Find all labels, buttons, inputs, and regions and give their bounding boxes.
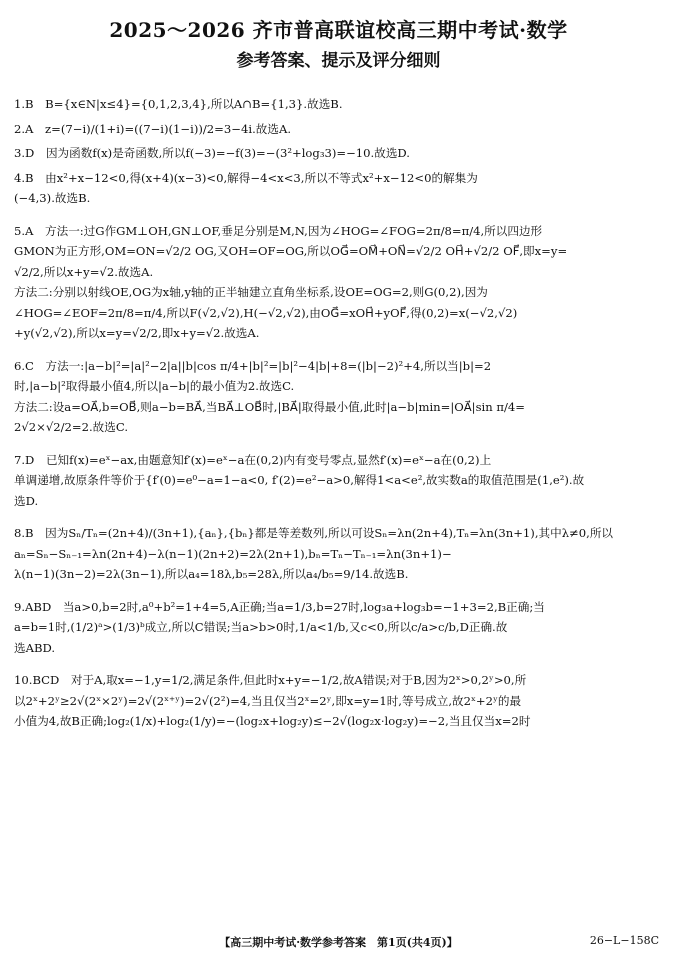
- answer-line: λ(n−1)(3n−2)=2λ(3n−1),所以a₄=18λ,b₅=28λ,所以a₄/b₅=9/14.故选B.: [14, 567, 409, 581]
- answer-line: 3.D 因为函数f(x)是奇函数,所以f(−3)=−f(3)=−(3²+log₃3)=−10.故选D.: [14, 146, 410, 160]
- answer-line: 以2ˣ+2ʸ≥2√(2ˣ×2ʸ)=2√(2ˣ⁺ʸ)=2√(2²)=4,当且仅当2ˣ=2ʸ,即x=y=1时,等号成立,故2ˣ+2ʸ的最: [14, 693, 522, 708]
- answer-item: [14, 143, 664, 164]
- answer-line: 7.D 已知f(x)=eˣ−ax,由题意知f′(x)=eˣ−a在(0,2)内有变号零点,显然f′(x)=eˣ−a在(0,2)上: [14, 452, 492, 467]
- page-title: 2025～2026 齐市普高联谊校高三期中考试·数学: [109, 18, 568, 42]
- answer-line: 1.B B={x∈N|x≤4}={0,1,2,3,4},所以A∩B={1,3}.故选B.: [14, 97, 343, 111]
- answer-item: [14, 670, 664, 732]
- answer-line: +y(√2,√2),所以x=y=√2/2,即x+y=√2.故选A.: [14, 326, 260, 340]
- answer-line: 方法二:设a=OA⃗,b=OB⃗,则a−b=BA⃗,当BA⃗⊥OB⃗时,|BA⃗|取得最小值,此时|a−b|min=|OA⃗|sin π/4=: [14, 399, 526, 414]
- answer-list: [14, 94, 664, 736]
- answer-line: ∠HOG=∠EOF=2π/8=π/4,所以F(√2,√2),H(−√2,√2),由OG⃗=xOH⃗+yOF⃗,得(0,2)=x(−√2,√2): [14, 305, 518, 320]
- answer-item: [14, 119, 664, 140]
- answer-line: GMON为正方形,OM=ON=√2/2 OG,又OH=OF=OG,所以OG⃗=OM⃗+ON⃗=√2/2 OH⃗+√2/2 OF⃗,即x=y=: [14, 244, 568, 258]
- answer-line: 4.B 由x²+x−12<0,得(x+4)(x−3)<0,解得−4<x<3,所以不等式x²+x−12<0的解集为: [14, 170, 478, 185]
- answer-line: √2/2,所以x+y=√2.故选A.: [14, 264, 154, 279]
- answer-item: [14, 221, 664, 344]
- answer-line: 方法二:分别以射线OE,OG为x轴,y轴的正半轴建立直角坐标系,设OE=OG=2,则G(0,2),因为: [14, 285, 488, 299]
- page-subtitle: 参考答案、提示及评分细则: [236, 51, 441, 71]
- answer-line: (−4,3).故选B.: [14, 191, 91, 205]
- answer-line: 选ABD.: [14, 640, 56, 655]
- answer-item: [14, 168, 664, 209]
- answer-item: [14, 597, 664, 659]
- answer-line: 10.BCD 对于A,取x=−1,y=1/2,满足条件,但此时x+y=−1/2,故A错误;对于B,因为2ˣ>0,2ʸ>0,所: [14, 673, 527, 687]
- footer-code: 26−L−158C: [589, 934, 659, 947]
- answer-line: 单调递增,故原条件等价于{f′(0)=e⁰−a=1−a<0, f′(2)=e²−a>0,解得1<a<e²,故实数a的取值范围是(1,e²).故: [14, 473, 585, 487]
- answer-line: 6.C 方法一:|a−b|²=|a|²−2|a||b|cos π/4+|b|²=|b|²−4|b|+8=(|b|−2)²+4,所以当|b|=2: [14, 358, 492, 373]
- answer-line: 8.B 因为Sₙ/Tₙ=(2n+4)/(3n+1),{aₙ},{bₙ}都是等差数列,所以可设Sₙ=λn(2n+4),Tₙ=λn(3n+1),其中λ≠0,所以: [14, 526, 614, 540]
- answer-line: 5.A 方法一:过G作GM⊥OH,GN⊥OF,垂足分别是M,N,因为∠HOG=∠FOG=2π/8=π/4,所以四边形: [14, 223, 543, 238]
- answer-line: 选D.: [14, 493, 39, 508]
- answer-item: [14, 450, 664, 512]
- footer-page-info: 【高三期中考试·数学参考答案 第1页(共4页)】: [219, 936, 458, 949]
- answer-line: 2√2×√2/2=2.故选C.: [14, 420, 129, 434]
- answer-line: a=b=1时,(1/2)ᵃ>(1/3)ᵇ成立,所以C错误;当a>b>0时,1/a<1/b,又c<0,所以c/a>c/b,D正确.故: [14, 620, 508, 634]
- answer-line: 时,|a−b|²取得最小值4,所以|a−b|的最小值为2.故选C.: [14, 379, 295, 393]
- answer-line: aₙ=Sₙ−Sₙ₋₁=λn(2n+4)−λ(n−1)(2n+2)=2λ(2n+1),bₙ=Tₙ−Tₙ₋₁=λn(3n+1)−: [14, 546, 452, 561]
- answer-item: [14, 94, 664, 115]
- answer-line: 2.A z=(7−i)/(1+i)=((7−i)(1−i))/2=3−4i.故选A.: [14, 121, 291, 136]
- answer-line: 小值为4,故B正确;log₂(1/x)+log₂(1/y)=−(log₂x+log₂y)≤−2√(log₂x·log₂y)=−2,当且仅当x=2时: [14, 714, 531, 728]
- answer-item: [14, 523, 664, 585]
- answer-line: 9.ABD 当a>0,b=2时,a⁰+b²=1+4=5,A正确;当a=1/3,b=27时,log₃a+log₃b=−1+3=2,B正确;当: [14, 599, 545, 614]
- answer-item: [14, 356, 664, 438]
